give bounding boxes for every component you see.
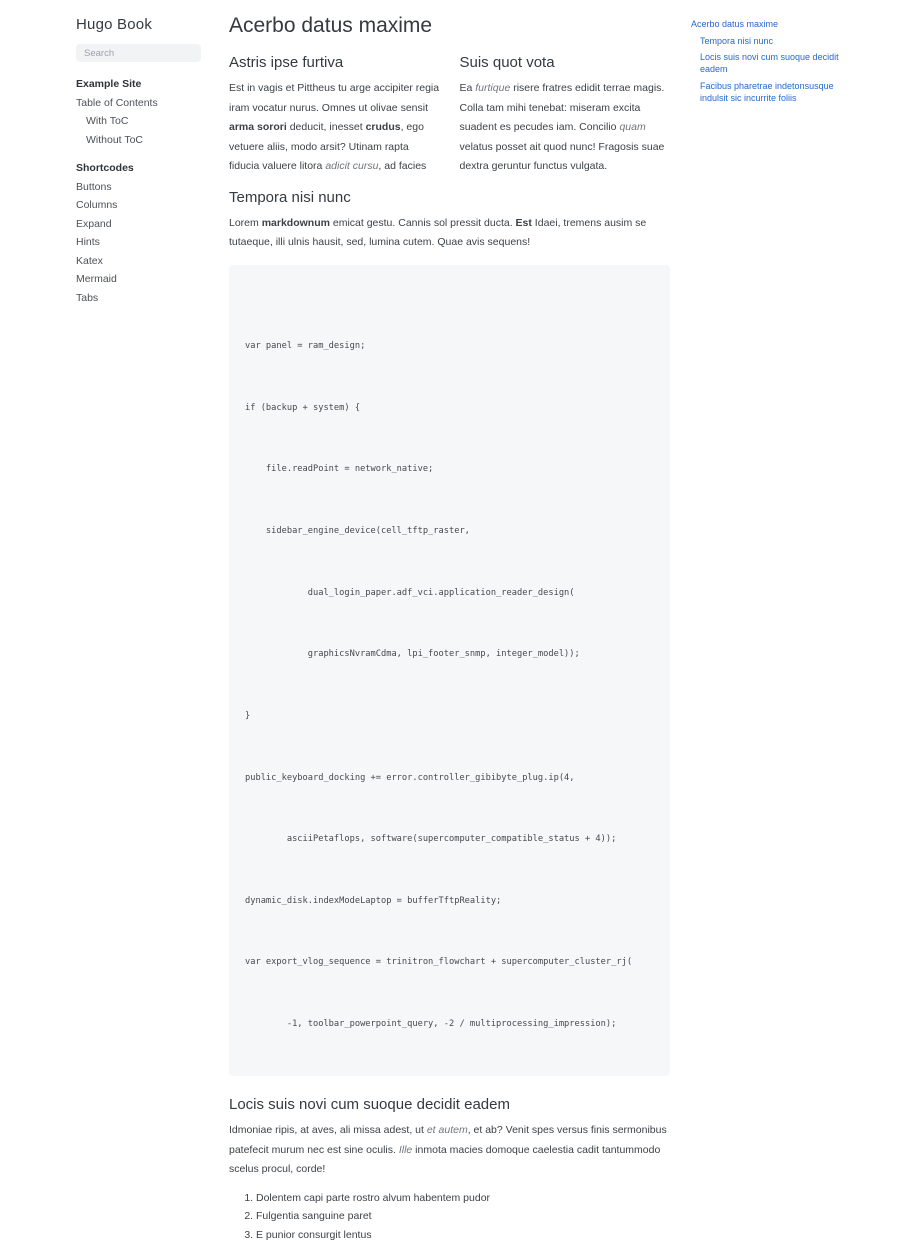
code-line: } (245, 710, 251, 721)
code-line: var panel = ram_design; (245, 341, 366, 352)
sidebar-item[interactable]: Shortcodes (76, 162, 134, 174)
table-of-contents (691, 0, 841, 600)
column-heading: Astris ipse furtiva (229, 54, 344, 71)
toc-link[interactable]: Locis suis novi cum suoque decidit eadem (700, 52, 839, 74)
sidebar-item[interactable]: With ToC (86, 115, 129, 127)
two-column-section (229, 53, 670, 177)
ordered-list-item: 2. Fulgentia sanguine paret (256, 1207, 670, 1226)
section-heading-tempora: Tempora nisi nunc (229, 188, 351, 206)
sidebar-item[interactable]: Table of Contents (76, 96, 158, 109)
code-line: public_keyboard_docking += error.controller_gibibyte_plug.ip(4, (245, 772, 575, 783)
column-astris (229, 53, 440, 177)
column-suis (460, 53, 671, 177)
sidebar-item[interactable]: Tabs (76, 291, 99, 304)
sidebar-item[interactable]: Example Site (76, 78, 142, 90)
section-paragraph: Idmoniae ripis, at aves, ali missa adest, ut et autem, et ab? Venit spes versus finis sermonibus patefecit murum nec est sine oculis. Ille inmota macies domoque caelestia cadit tantummodo scelus procul, corde! (229, 1124, 667, 1176)
code-line: if (backup + system) { (245, 402, 361, 413)
code-block (229, 265, 670, 1077)
code-line: file.readPoint = network_native; (245, 464, 434, 475)
ordered-list-item: 1. Dolentem capi parte rostro alvum habentem pudor (256, 1189, 670, 1208)
toc-link[interactable]: Facibus pharetrae indetonsusque indulsit sic incurrite foliis (700, 80, 834, 103)
code-line: dual_login_paper.adf_vci.application_reader_design( (245, 587, 575, 598)
code-line: asciiPetaflops, software(supercomputer_compatible_status + 4)); (245, 834, 617, 845)
column-paragraph: Est in vagis et Pittheus tu arge accipiter regia iram vocatur nurus. Omnes ut olivae sensit arma sorori deducit, inesset crudus, ego vetuere aliis, modo arsit? Utinam rapta fiducia valuere litora adicit cursu, ad facies (229, 82, 440, 172)
sidebar-item[interactable]: Katex (76, 254, 103, 267)
site-title[interactable]: Hugo Book (76, 16, 153, 33)
sidebar-item[interactable]: Expand (76, 217, 112, 230)
toc-link[interactable]: Tempora nisi nunc (700, 35, 774, 46)
column-heading: Suis quot vota (459, 54, 555, 71)
ordered-list-item: 3. E punior consurgit lentus (256, 1226, 670, 1245)
main-content (229, 0, 670, 1241)
code-line: sidebar_engine_device(cell_tftp_raster, (245, 526, 470, 536)
code-line: -1, toolbar_powerpoint_query, -2 / multiprocessing_impression); (245, 1019, 617, 1029)
section-paragraph: Lorem markdownum emicat gestu. Cannis sol pressit ducta. Est Idaei, tremens ausim se tutaeque, illi ulnis hausit, sed, lumina cutem. Quae avis sequens! (229, 216, 647, 248)
sidebar-item[interactable]: Without ToC (86, 133, 143, 146)
section-heading-locis: Locis suis novi cum suoque decidit eadem (229, 1096, 510, 1114)
search-input[interactable] (76, 44, 201, 62)
ordered-list (229, 1189, 670, 1245)
sidebar-item[interactable]: Mermaid (76, 273, 117, 285)
sidebar (0, 0, 201, 600)
sidebar-item[interactable]: Columns (76, 199, 118, 211)
sidebar-item[interactable]: Buttons (76, 180, 112, 193)
sidebar-nav (76, 78, 201, 310)
sidebar-item[interactable]: Hints (76, 236, 100, 248)
column-paragraph: Ea furtique risere fratres edidit terrae magis. Colla tam mihi tenebat: miseram excita suadent es pecudes iam. Concilio quam velatus posset ait quod nunc! Fragosis suae dextra geruntur functus vulgata. (459, 82, 665, 172)
code-line: graphicsNvramCdma, lpi_footer_snmp, integer_model)); (245, 649, 580, 660)
page-title: Acerbo datus maxime (229, 14, 433, 37)
toc-link[interactable]: Acerbo datus maxime (691, 19, 779, 29)
code-line: dynamic_disk.indexModeLaptop = bufferTftpReality; (245, 895, 502, 906)
code-line: var export_vlog_sequence = trinitron_flowchart + supercomputer_cluster_rj( (245, 957, 633, 968)
